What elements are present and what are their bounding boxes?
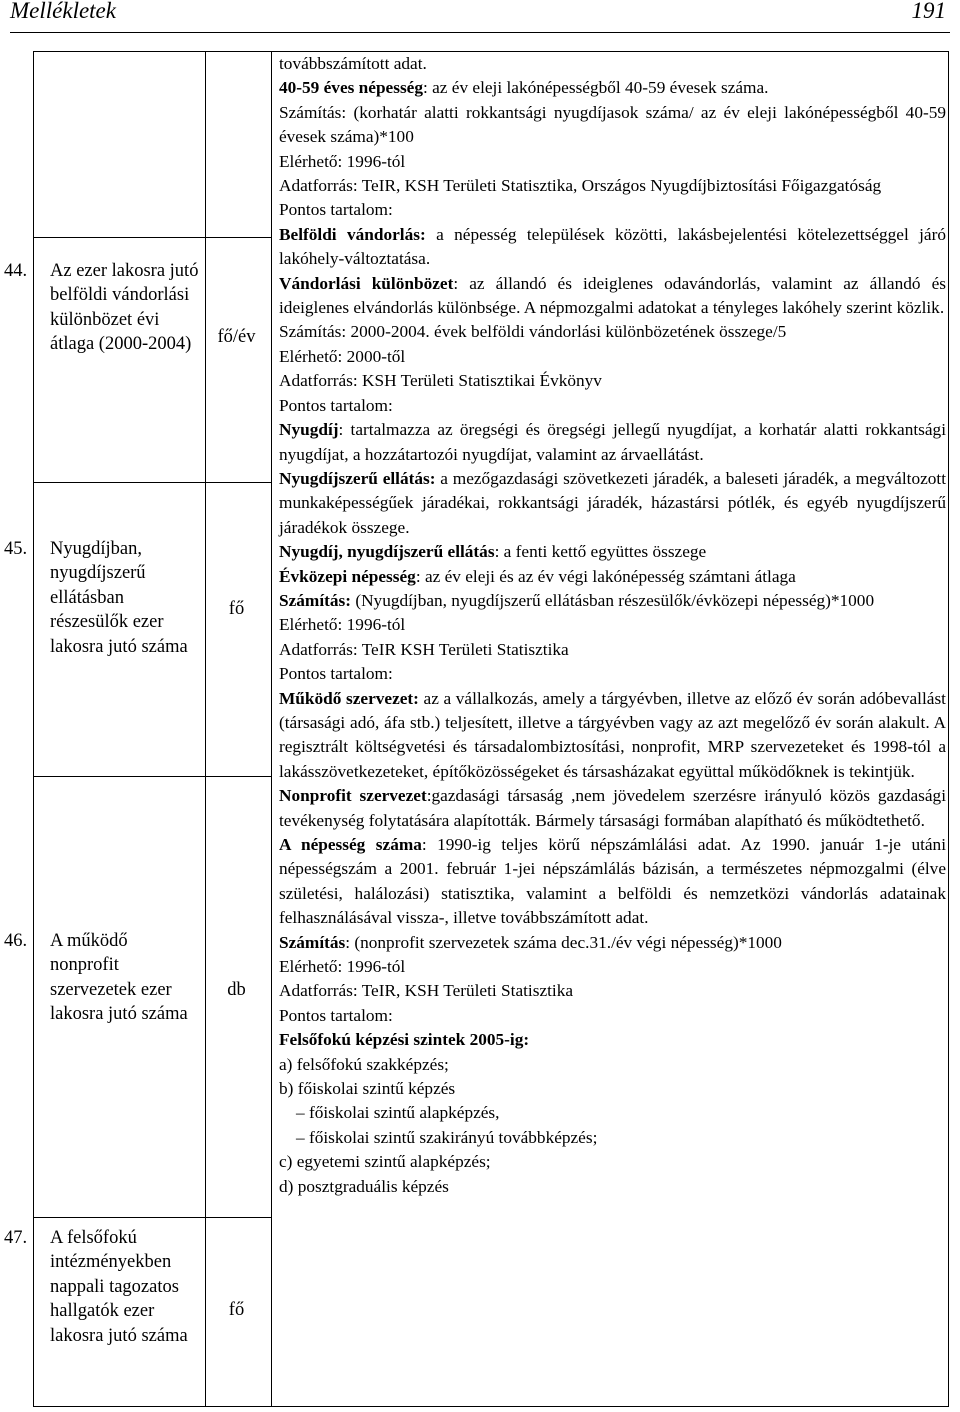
calculation: Számítás: (korhatár alatti rokkantsági nyugdíjasok száma/ az év eleji lakónépességből 40-59 évesek száma)*100: [279, 102, 946, 147]
term: Vándorlási különbözet: [279, 273, 454, 293]
row-divider: [34, 776, 271, 777]
definition: Működő szervezet: az a vállalkozás, amely a tárgyévben, illetve az előző év során adóbevallást (társasági adó, áfa stb.) teljesített, illetve a tárgyévben vagy az azt megelőző év során alakult. A regisztrált költségvetési és társadalombiztosítási, nonprofit, MRP szervezeteket és 1998-tól a lakásszövetkezeteket, építőközösségeket és társasházakat együttal működőknek is tekintjük.: [279, 688, 946, 781]
list-item: c) egyetemi szintű alapképzés;: [279, 1152, 491, 1172]
indicator-name: A felsőfokú intézményekben nappali tagozatos hallgatók ezer lakosra jutó száma: [50, 1228, 188, 1346]
unit-cell: fő: [228, 599, 245, 619]
definition: Belföldi vándorlás: a népesség települések közötti, lakásbejelentési kötelezettséggel járó lakóhely-változtatása.: [279, 224, 946, 269]
unit-cell: db: [227, 980, 246, 1000]
indicator-name: Az ezer lakosra jutó belföldi vándorlási különbözet évi átlaga (2000-2004): [50, 261, 199, 355]
definition: Nyugdíj: tartalmazza az öregségi és öregségi jellegű nyugdíjat, a korhatár alatti rokkantsági nyugdíjat, a hozzátartozói nyugdíjat, valamint az árvaellátást.: [279, 420, 946, 464]
unit-cell: fő: [228, 1300, 245, 1320]
definition: Nyugdíj, nyugdíjszerű ellátás: a fenti kettő együttes összege: [279, 542, 707, 562]
list-heading: [279, 1028, 946, 1052]
availability: Elérhető: 1996-tól: [279, 615, 406, 635]
availability: Elérhető: 1996-tól: [279, 957, 406, 977]
column-divider: [271, 52, 272, 1406]
content-label: Pontos tartalom:: [279, 1005, 393, 1025]
term: Nyugdíjszerű ellátás:: [279, 468, 436, 488]
text-line: továbbszámított adat.: [279, 54, 427, 73]
definition: Nonprofit szervezet:gazdasági társaság ,nem jövedelem szerzésre irányuló közös gazdasági tevékenység folytatására alapították. Bármely társasági formában alapítható és működtethető.: [279, 786, 946, 830]
content-label: Pontos tartalom:: [279, 664, 393, 684]
availability: Elérhető: 1996-tól: [279, 151, 406, 171]
term: Nyugdíj: [279, 420, 339, 440]
data-source: Adatforrás: KSH Területi Statisztikai Évkönyv: [279, 371, 602, 391]
definition: Vándorlási különbözet: az állandó és ideiglenes odavándorlás, valamint az állandó és ideiglenes elvándorlás különbsége. A népmozgalmi adatokat a tényleges lakóhely szerint közlik.: [279, 273, 946, 318]
row-divider: [34, 482, 271, 483]
term: Nyugdíj, nyugdíjszerű ellátás: [279, 542, 495, 562]
calculation: Számítás: (Nyugdíjban, nyugdíjszerű ellátásban részesülők/évközepi népesség)*1000: [279, 590, 875, 610]
row-number: 44.: [4, 261, 28, 281]
term: A népesség száma: [279, 835, 422, 854]
column-divider: [205, 52, 206, 1406]
list-item: a) felsőfokú szakképzés;: [279, 1054, 449, 1074]
definition: Nyugdíjszerű ellátás: a mezőgazdasági szövetkezeti járadék, a baleseti járadék, a megváltozott munkaképességűek járadékai, rokkantsági járadék, házastársi pótlék, és egyéb nyugdíjszerű járadékok összege.: [279, 468, 947, 537]
calculation: Számítás: (nonprofit szervezetek száma dec.31./év végi népesség)*1000: [279, 932, 782, 952]
row-divider: [34, 237, 271, 238]
data-source: Adatforrás: TeIR, KSH Területi Statisztika: [279, 981, 574, 1001]
term: 40-59 éves népesség: [279, 78, 423, 98]
data-source: Adatforrás: TeIR, KSH Területi Statisztika, Országos Nyugdíjbiztosítási Főigazgatóság: [279, 176, 882, 196]
list-item: d) posztgraduális képzés: [279, 1176, 449, 1196]
definition: A népesség száma: 1990-ig teljes körű népszámlálási adat. Az 1990. január 1-je utáni népességszám a 2001. február 1-jei népszámlálás bázisán, a természetes népmozgalmi (élve születési, halálozási) statisztika, valamint a belföldi és nemzetközi vándorlás adatainak felhasználásával vissza-, illetve továbbszámított adat.: [279, 835, 947, 928]
header-section-title: Mellékletek: [10, 0, 116, 23]
calculation: Számítás: 2000-2004. évek belföldi vándorlási különbözetének összege/5: [279, 322, 787, 342]
list-subitem: – főiskolai szintű szakirányú továbbképzés;: [296, 1127, 598, 1147]
list-subitem: – főiskolai szintű alapképzés,: [296, 1103, 500, 1123]
row-number: 46.: [4, 931, 28, 951]
term: Felsőfokú képzési szintek 2005-ig:: [279, 1030, 530, 1050]
indicator-name: A működő nonprofit szervezetek ezer lakosra jutó száma: [50, 931, 188, 1025]
term: Számítás: [279, 102, 342, 122]
term: Működő szervezet:: [279, 688, 419, 708]
page-number: 191: [911, 0, 946, 23]
description-column: [279, 52, 946, 1199]
unit-cell: fő/év: [217, 327, 256, 347]
term: Belföldi vándorlás:: [279, 224, 426, 244]
header-rule: [10, 32, 950, 33]
definition: Évközepi népesség: az év eleji és az év végi lakónépesség számtani átlaga: [279, 566, 796, 586]
row-number: 45.: [4, 539, 28, 559]
row-divider: [34, 1217, 271, 1218]
definition: 40-59 éves népesség: az év eleji lakónépességből 40-59 évesek száma.: [279, 78, 769, 98]
page-header: [0, 0, 960, 34]
term: Számítás: [279, 932, 346, 952]
term: Számítás:: [279, 590, 351, 610]
term: Nonprofit szervezet: [279, 786, 427, 806]
row-number: 47.: [4, 1228, 28, 1248]
content-label: Pontos tartalom:: [279, 395, 393, 415]
content-label: Pontos tartalom:: [279, 200, 393, 220]
availability: Elérhető: 2000-től: [279, 346, 406, 366]
term: Évközepi népesség: [279, 566, 416, 586]
list-item: b) főiskolai szintű képzés: [279, 1079, 456, 1099]
indicator-name: Nyugdíjban, nyugdíjszerű ellátásban részesülők ezer lakosra jutó száma: [50, 539, 188, 657]
data-source: Adatforrás: TeIR KSH Területi Statisztika: [279, 639, 569, 659]
